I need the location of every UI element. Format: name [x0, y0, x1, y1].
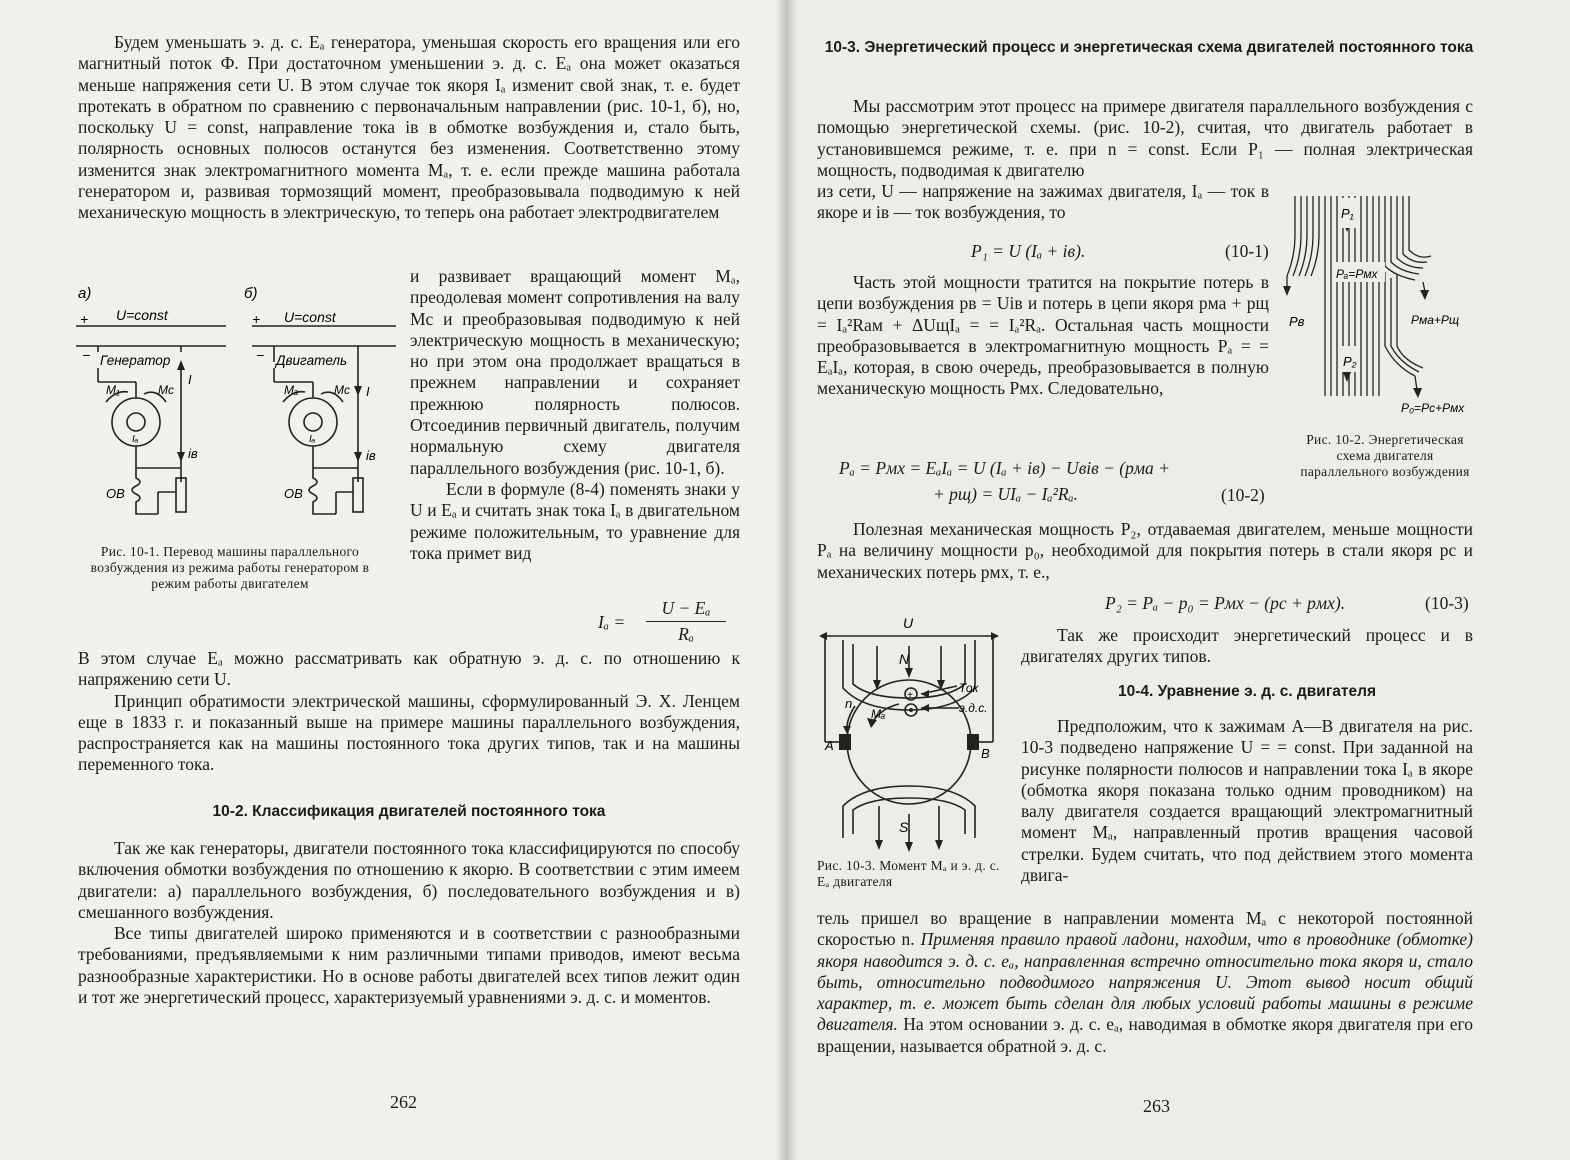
page-right — [785, 0, 1570, 1160]
fig1-label-a: а) — [78, 285, 92, 302]
page-number-263: 263 — [1143, 1096, 1170, 1116]
right-p5c: Применяя правило правой ладони, находим, что в проводнике (обмотке) якоря наводится э. д. с. eₐ, направленная встречно относительно тока якоря и, стало быть, относительно подводимого напряжения U. Этот вывод носит общий характер, т. е. может быть сделан для любых условий работы машины в режиме двигателя. — [817, 929, 1473, 1035]
page-number-262: 262 — [390, 1092, 417, 1112]
eq-10-2-line1: Pₐ = Pмх = EₐIₐ = U (Iₐ + iв) − Uвiв − (pма + — [839, 458, 1170, 478]
fig3-n: n — [845, 696, 853, 711]
fig2-pma: Pма+Pщ — [1411, 313, 1460, 327]
fig3-s-pole: S — [899, 819, 909, 835]
left-p5: Так же как генераторы, двигатели постоянного тока классифицируются по способу включения обмотки возбуждения по отношению к якорю. В соответствии с этим имеем двигатели: а) параллельного возбуждения, б) последовательного возбуждения и в) смешанного возбуждения. — [78, 838, 740, 922]
right-p3: Полезная механическая мощность P₂, отдаваемая двигателем, меньше мощности Pₐ на величину мощности p₀, необходимой для покрытия потерь в стали якоря pс и механических потерь pмх, т. е., — [817, 519, 1473, 582]
fig1-ov-b: ОВ — [284, 486, 303, 501]
fig3-eds: э.д.с. — [959, 701, 988, 715]
fig1-uconst-b: U=const — [284, 309, 336, 325]
formula-numerator: U − Eₐ — [661, 598, 711, 618]
fig1-uconst-a: U=const — [116, 307, 168, 323]
right-paragraph-3 — [817, 519, 1473, 583]
left-paragraph-1 — [78, 32, 740, 224]
fig1-minus-a: − — [82, 347, 91, 363]
left-paragraph-5 — [78, 838, 740, 1008]
fig1-plus-a: + — [80, 311, 89, 327]
fig1-plus-b: + — [252, 311, 261, 327]
fig3-u: U — [903, 615, 914, 631]
left-p4: Принцип обратимости электрической машины, сформулированный Э. Х. Ленцем еще в 1833 г. и показанный выше на примере машины параллельного возбуждения, распространяется как на машины постоянного тока других типов, так и на машины переменного тока. — [78, 690, 740, 775]
left-paragraph-3 — [78, 648, 740, 776]
fig1-ma-b: Mₐ — [284, 383, 299, 397]
fig1-iv-b: iв — [366, 448, 376, 463]
right-p4: Так же происходит энергетический процесс и в двигателях других типов. — [1021, 625, 1473, 667]
formula-denominator: Rₐ — [678, 624, 694, 644]
right-paragraph-5a — [1021, 716, 1473, 886]
figure-10-3 — [819, 614, 1019, 854]
left-p1-cont: и развивает вращающий момент Mₐ, преодолевая момент сопротивления на валу Mс и преобразовывая подводимую к ней электрическую мощность в механическую; но при этом она продолжает вращаться в прежнем направлении и сохраняет прежнюю полярность полюсов. Отсоединив первичный двигатель, получим нормальную схему двигателя параллельного возбуждения (рис. 10-1, б). — [410, 266, 740, 478]
right-p5a: Предположим, что к зажимам A—B двигателя на рис. 10-3 подведено напряжение U = = const. При заданной на рисунке полярности полюсов и направлении тока Iₐ в якоре (обмотка якоря показана только одним проводником) на валу двигателя создается вращающий электромагнитный момент Mₐ, направленный против вращения часовой стрелки. Будем считать, что под действием этого момента двига- — [1021, 716, 1473, 886]
eq-10-1: P₁ = U (Iₐ + iв). — [971, 241, 1086, 261]
eq-10-1-number: (10-1) — [1225, 241, 1269, 261]
right-p5d: На этом основании э. д. с. eₐ, наводимая в обмотке якоря двигателя при его вращении, называется обратной э. д. с. — [817, 1014, 1473, 1056]
fig2-pv: Pв — [1289, 314, 1305, 329]
book-gutter — [775, 0, 797, 1160]
fig2-p2: P₂ — [1343, 354, 1357, 369]
fig3-a: A — [825, 738, 834, 753]
eq-10-3-number: (10-3) — [1425, 593, 1469, 613]
figure-10-2 — [1285, 196, 1485, 424]
fig2-pa: Pₐ=Pмх — [1336, 267, 1378, 281]
fig1-i-a: I — [188, 372, 192, 387]
fig1-mc-a: Mс — [158, 383, 174, 397]
left-paragraph-1-cont — [410, 266, 740, 564]
right-paragraph-4 — [1021, 625, 1473, 668]
right-p5b: тель пришел во вращение в направлении момента Mₐ с некоторой постоянной скоростью n. — [817, 908, 1473, 950]
fig1-caption: Рис. 10-1. Перевод машины параллельного возбуждения из режима работы генератором в режим работы двигателем — [90, 544, 370, 591]
left-heading-10-2: 10-2. Классификация двигателей постоянного тока — [212, 803, 606, 820]
eq-10-3: P₂ = Pₐ − p₀ = Pмх − (pс + pмх). — [1105, 593, 1346, 613]
svg-text:+: + — [907, 690, 913, 701]
fig1-iv-a: iв — [188, 446, 198, 461]
fig3-b: B — [981, 746, 990, 761]
fig1-mc-b: Mс — [334, 383, 350, 397]
left-formula — [598, 598, 748, 648]
fig1-ia-b: Iₐ — [309, 434, 316, 445]
fig2-p0: P₀=Pс+Pмх — [1401, 401, 1465, 415]
fig2-p1: P₁ — [1341, 206, 1354, 221]
right-p2: Часть этой мощности тратится на покрытие потерь в цепи возбуждения pв = Uiв и потерь в цепи якоря pма + pщ = Iₐ²Rам + ΔUщIₐ = = Iₐ²Rₐ. Остальная часть мощности преобразовывается в электромагнитную мощность Pₐ = = EₐIₐ, которая, в свою очередь, преобразовывается в полную механическую мощность Pмх. Следовательно, — [817, 272, 1269, 399]
fig3-ma: Mₐ — [871, 707, 886, 721]
formula-lhs: Iₐ = — [598, 612, 626, 632]
fig3-n-pole: N — [899, 651, 910, 667]
right-paragraph-1 — [817, 96, 1473, 181]
right-heading-10-4: 10-4. Уравнение э. д. с. двигателя — [1117, 683, 1377, 700]
right-p1: Мы рассмотрим этот процесс на примере двигателя параллельного возбуждения с помощью энергетической схемы. (рис. 10-2), считая, что двигатель работает в установившемся режиме, т. е. при n = const. Если P₁ — полная электрическая мощность, подводимая к двигателю — [817, 96, 1473, 180]
fig1-i-b: I — [366, 384, 370, 399]
right-paragraph-5b — [817, 908, 1473, 1057]
right-paragraph-2 — [817, 272, 1269, 400]
right-paragraph-1-cont — [817, 181, 1269, 224]
fig3-tok: Ток — [959, 681, 979, 695]
formula-bar — [646, 621, 726, 622]
fig1-generator: Генератор — [100, 353, 171, 368]
left-p2: Если в формуле (8-4) поменять знаки у U и Eₐ и считать знак тока Iₐ в двигательном режиме положительным, то уравнение для тока примет вид — [410, 478, 740, 563]
figure-10-1 — [76, 282, 398, 532]
fig1-m1: M₁ — [106, 383, 120, 397]
fig3-caption: Рис. 10-3. Момент Mₐ и э. д. с. Eₐ двигателя — [817, 858, 1000, 889]
fig2-caption: Рис. 10-2. Энергетическая схема двигателя параллельного возбуждения — [1300, 432, 1470, 479]
right-heading-10-3: 10-3. Энергетический процесс и энергетическая схема двигателей постоянного тока — [824, 39, 1474, 56]
left-p6: Все типы двигателей широко применяются и в соответствии с разнообразными требованиями, предъявляемыми к ним различными типами приводов, имеют весьма разнообразные характеристики. Но в основе работы двигателей всех типов лежит один и тот же энергетический процесс, характеризуемый уравнениями э. д. с. и моментов. — [78, 923, 740, 1008]
eq-10-2-number: (10-2) — [1221, 485, 1265, 505]
fig1-ov-a: ОВ — [106, 486, 125, 501]
left-p1: Будем уменьшать э. д. с. Eₐ генератора, уменьшая скорость его вращения или его магнитный поток Ф. При достаточном уменьшении э. д. с. Eₐ она может оказаться меньше напряжения сети U. В этом случае ток якоря Iₐ изменит свой знак, т. е. будет протекать в обратном по сравнению с первоначальным направлении (рис. 10-1, б), но, поскольку U = const, направление тока iв в обмотке возбуждения и, стало быть, полярность основных полюсов останутся без изменения. Соответственно этому изменится знак электромагнитного момента Mₐ, т. е. если прежде машина работала генератором и, развивая тормозящий момент, преобразовывала подводимую к ней механическую мощность в электрическую, то теперь она работает электродвигателем — [78, 32, 740, 223]
fig1-ia-a: Iₐ — [132, 434, 139, 445]
fig1-motor: Двигатель — [276, 353, 348, 368]
fig1-label-b: б) — [244, 285, 258, 302]
eq-10-2-line2: + pщ) = UIₐ − Iₐ²Rₐ. — [933, 484, 1079, 504]
right-p1-cont: из сети, U — напряжение на зажимах двигателя, Iₐ — ток в якоре и iв — ток возбуждения, то — [817, 181, 1269, 223]
fig1-minus-b: − — [256, 347, 265, 363]
left-p3: В этом случае Eₐ можно рассматривать как обратную э. д. с. по отношению к напряжению сети U. — [78, 648, 740, 690]
